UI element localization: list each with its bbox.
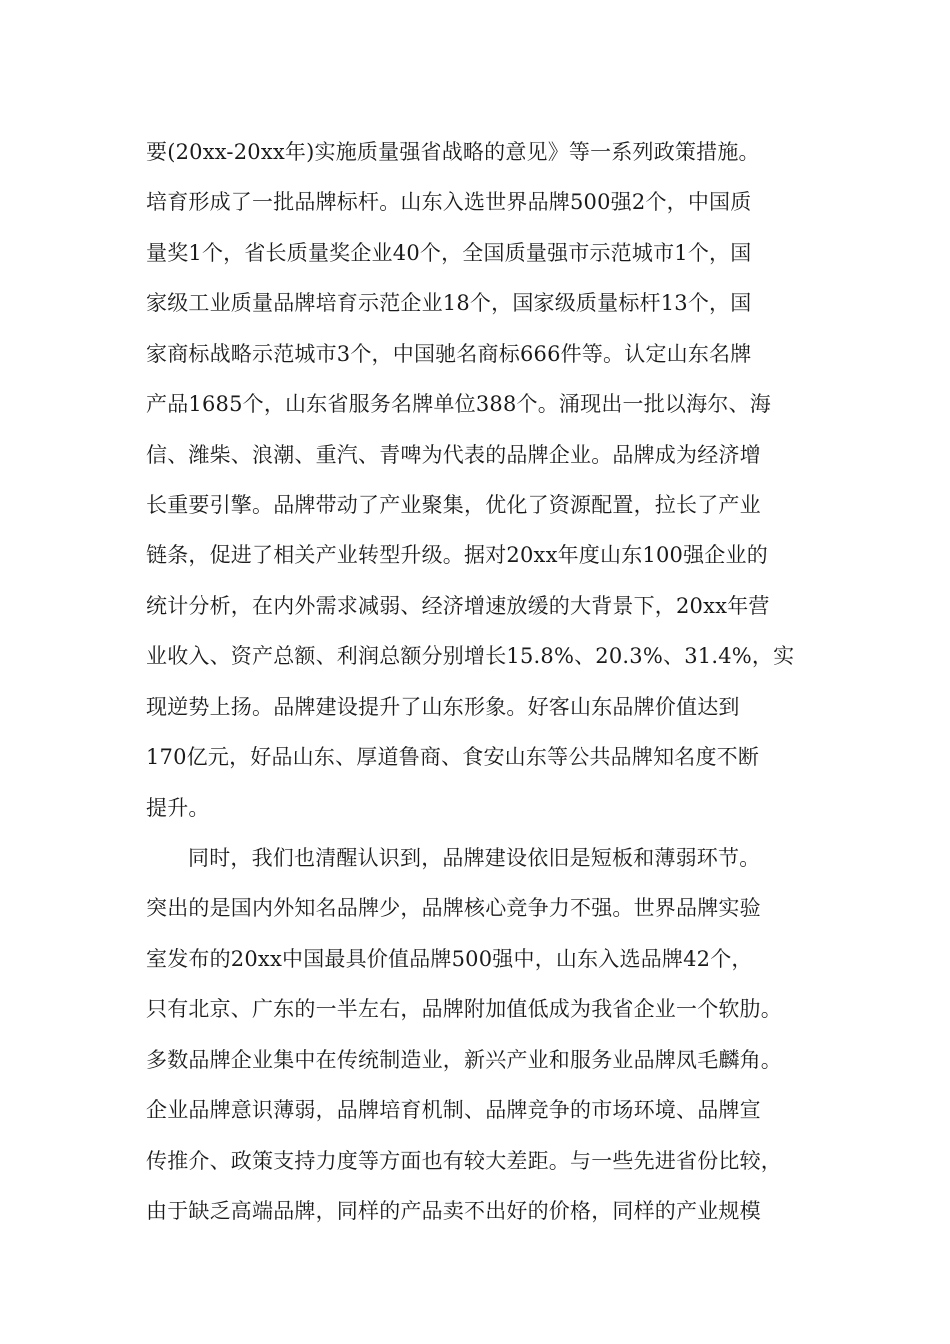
paragraph-2-line-1: 同时，我们也清醒认识到，品牌建设依旧是短板和薄弱环节。	[188, 846, 761, 870]
paragraph-2-line-8: 由于缺乏高端品牌，同样的产品卖不出好的价格，同样的产业规模	[146, 1199, 761, 1223]
paragraph-1-line-11: 业收入、资产总额、利润总额分别增长15.8%、20.3%、31.4%，实	[146, 644, 795, 668]
paragraph-1-line-4: 家级工业质量品牌培育示范企业18个，国家级质量标杆13个，国	[146, 291, 752, 315]
paragraph-1-line-3: 量奖1个，省长质量奖企业40个，全国质量强市示范城市1个，国	[146, 241, 752, 265]
paragraph-2-line-3: 室发布的20xx中国最具价值品牌500强中，山东入选品牌42个，	[146, 947, 753, 971]
paragraph-1-line-5: 家商标战略示范城市3个，中国驰名商标666件等。认定山东名牌	[146, 342, 752, 366]
paragraph-1-line-1: 要(20xx-20xx年)实施质量强省战略的意见》等一系列政策措施。	[146, 140, 760, 164]
paragraph-2-line-5: 多数品牌企业集中在传统制造业，新兴产业和服务业品牌凤毛麟角。	[146, 1048, 782, 1072]
paragraph-2-line-7: 传推介、政策支持力度等方面也有较大差距。与一些先进省份比较，	[146, 1149, 782, 1173]
paragraph-1-line-12: 现逆势上扬。品牌建设提升了山东形象。好客山东品牌价值达到	[146, 695, 740, 719]
paragraph-1-line-9: 链条，促进了相关产业转型升级。据对20xx年度山东100强企业的	[146, 543, 768, 567]
paragraph-2-line-4: 只有北京、广东的一半左右，品牌附加值低成为我省企业一个软肋。	[146, 997, 782, 1021]
paragraph-1-line-14: 提升。	[146, 796, 210, 820]
paragraph-1-line-13: 170亿元，好品山东、厚道鲁商、食安山东等公共品牌知名度不断	[146, 745, 760, 769]
paragraph-1-line-7: 信、潍柴、浪潮、重汽、青啤为代表的品牌企业。品牌成为经济增	[146, 443, 761, 467]
paragraph-1-line-6: 产品1685个，山东省服务名牌单位388个。涌现出一批以海尔、海	[146, 392, 771, 416]
paragraph-1-line-2: 培育形成了一批品牌标杆。山东入选世界品牌500强2个，中国质	[146, 190, 752, 214]
paragraph-2-line-2: 突出的是国内外知名品牌少，品牌核心竞争力不强。世界品牌实验	[146, 896, 761, 920]
paragraph-2-line-6: 企业品牌意识薄弱，品牌培育机制、品牌竞争的市场环境、品牌宣	[146, 1098, 761, 1122]
paragraph-1-line-10: 统计分析，在内外需求减弱、经济增速放缓的大背景下，20xx年营	[146, 594, 770, 618]
paragraph-1-line-8: 长重要引擎。品牌带动了产业聚集，优化了资源配置，拉长了产业	[146, 493, 761, 517]
